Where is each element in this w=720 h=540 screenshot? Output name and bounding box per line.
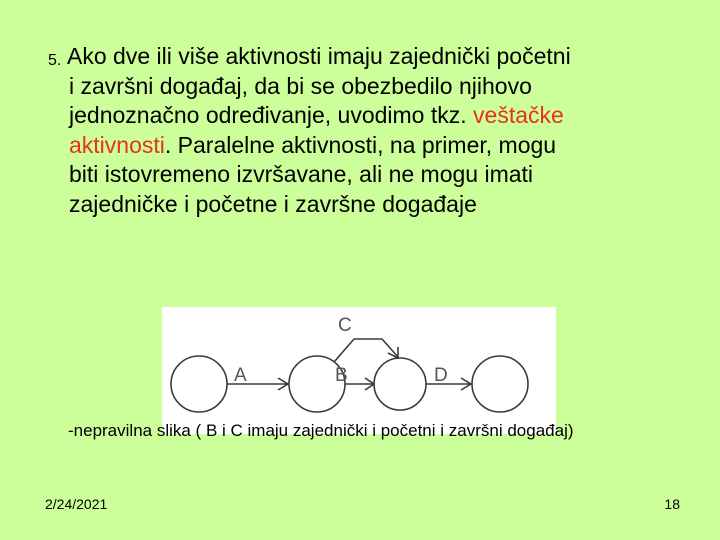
paragraph-line-5: biti istovremeno izvršavane, ali ne mogu imati xyxy=(69,161,534,187)
footer-page-number: 18 xyxy=(664,496,680,512)
bullet-number: 5. xyxy=(48,52,62,69)
event-node-4 xyxy=(472,356,528,412)
paragraph-line-6: zajedničke i početne i završne događaje xyxy=(69,190,477,217)
highlight-term-part-1: veštačke xyxy=(473,102,564,128)
paragraph-line-4 xyxy=(69,131,709,161)
event-node-3 xyxy=(374,358,426,410)
paragraph-line-2: i završni događaj, da bi se obezbedilo njihovo xyxy=(69,72,532,99)
body-paragraph xyxy=(69,42,709,219)
highlight-term-part-2: aktivnosti xyxy=(69,131,165,158)
paragraph-line-3-text: jednoznačno određivanje, uvodimo tkz. xyxy=(69,102,474,128)
footer-date: 2/24/2021 xyxy=(45,496,108,512)
network-diagram-svg xyxy=(162,307,556,434)
paragraph-line-3 xyxy=(69,101,709,131)
diagram-caption: -nepravilna slika ( B i C imaju zajednički i početni i završni događaj) xyxy=(68,421,574,440)
label-d: D xyxy=(434,365,448,386)
arrow-c xyxy=(334,339,398,362)
label-b: B xyxy=(335,365,348,386)
label-c: C xyxy=(338,315,352,336)
label-a: A xyxy=(234,365,247,386)
paragraph-line-4-text: . Paralelne aktivnosti, na primer, mogu xyxy=(164,131,557,158)
paragraph-line-1: Ako dve ili više aktivnosti imaju zajednički početni xyxy=(67,43,571,69)
network-diagram xyxy=(162,307,556,434)
event-node-1 xyxy=(171,356,227,412)
